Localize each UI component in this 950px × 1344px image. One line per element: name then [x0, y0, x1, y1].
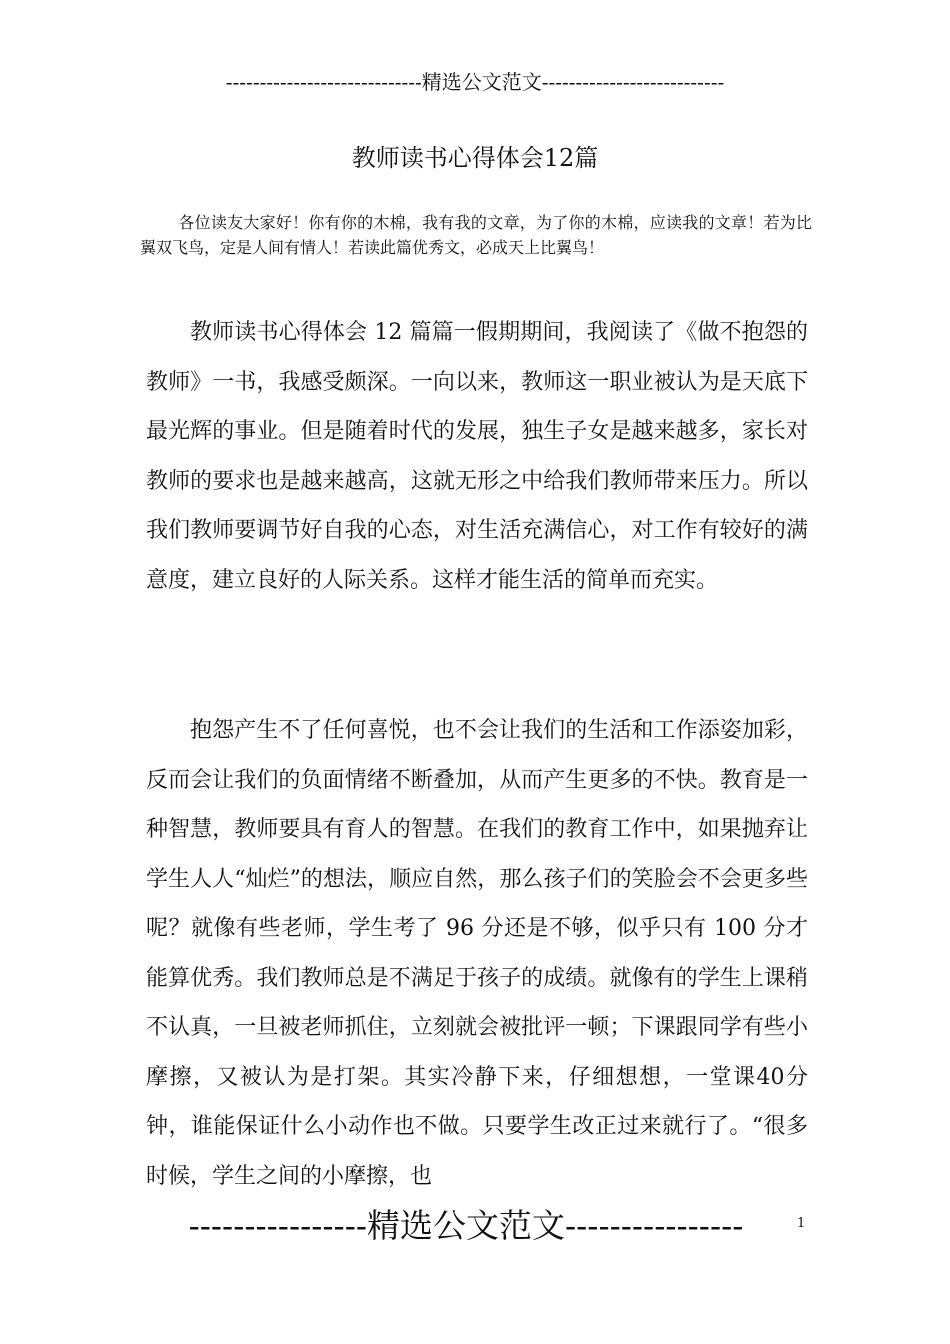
- intro-paragraph: 各位读友大家好！你有你的木棉，我有我的文章，为了你的木棉，应读我的文章！若为比翼双飞鸟，定是人间有情人！若读此篇优秀文，必成天上比翼鸟！: [140, 213, 812, 257]
- body-paragraph-2: 抱怨产生不了任何喜悦，也不会让我们的生活和工作添姿加彩，反而会让我们的负面情绪不断叠加，从而产生更多的不快。教育是一种智慧，教师要具有育人的智慧。在我们的教育工作中，如果抛弃让学生人人“灿烂”的想法，顺应自然，那么孩子们的笑脸会不会更多些呢？就像有些老师，学生考了 96 分还是不够，似乎只有 100 分才能算优秀。我们教师总是不满足于孩子的成绩。就像有的学生上课稍不认真，一旦被老师抓住，立刻就会被批评一顿；下课跟同学有些小摩擦，又被认为是打架。其实冷静下来，仔细想想，一堂课40分钟，谁能保证什么小动作也不做。只要学生改正过来就行了。“很多时候，学生之间的小摩擦，也: [146, 718, 808, 1189]
- page-number: 1: [797, 1216, 806, 1231]
- document-title: 教师读书心得体会12篇: [351, 144, 599, 172]
- footer-banner: ----------------精选公文范文----------------: [188, 1206, 744, 1245]
- body-paragraph-1: 教师读书心得体会 12 篇篇一假期期间，我阅读了《做不抱怨的教师》一书，我感受颇深。一向以来，教师这一职业被认为是天底下最光辉的事业。但是随着时代的发展，独生子女是越来越多，家长对教师的要求也是越来越高，这就无形之中给我们教师带来压力。所以我们教师要调节好自我的心态，对生活充满信心，对工作有较好的满意度，建立良好的人际关系。这样才能生活的简单而充实。: [146, 320, 808, 593]
- header-banner: -----------------------------精选公文范文---------------------------: [225, 70, 725, 94]
